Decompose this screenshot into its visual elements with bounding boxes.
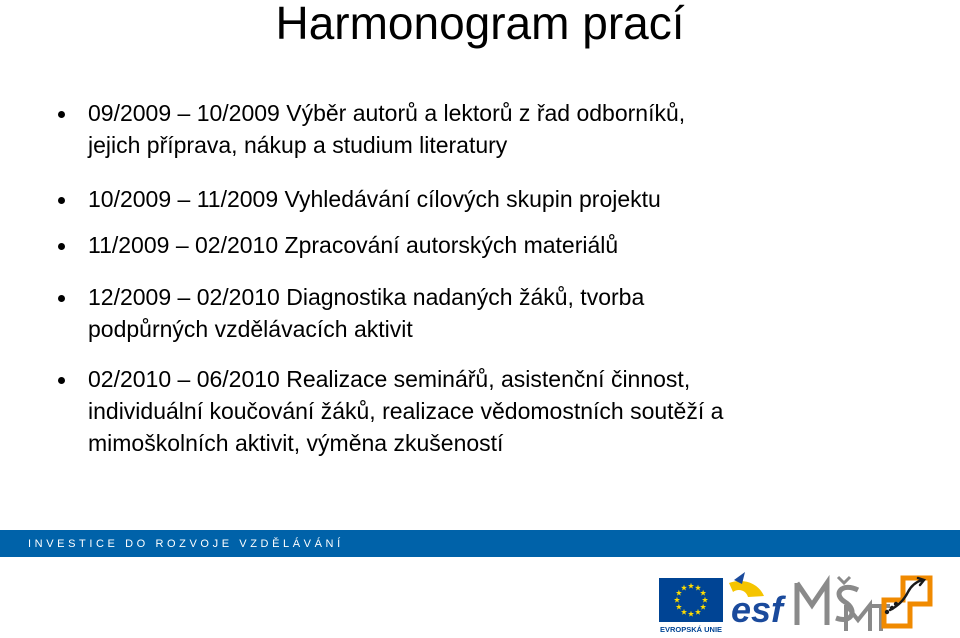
op-dot-icon [894, 602, 898, 606]
msmt-m-icon [797, 583, 827, 625]
op-frame-icon [884, 578, 930, 626]
esf-wordmark: esf [731, 589, 784, 630]
schedule-line: 12/2009 – 02/2010 Diagnostika nadaných žáků, tvorba [88, 284, 645, 310]
schedule-line: 02/2010 – 06/2010 Realizace seminářů, asistenční činnost, [88, 366, 691, 392]
schedule-line: 10/2009 – 11/2009 Vyhledávání cílových skupin projektu [88, 186, 661, 212]
schedule-line: jejich příprava, nákup a studium literatury [88, 132, 508, 158]
op-dot-icon [885, 610, 889, 614]
schedule-line: mimoškolních aktivit, výměna zkušeností [88, 430, 504, 456]
slide-title: Harmonogram prací [275, 0, 685, 49]
msmt-logo [797, 577, 890, 637]
op-dot-icon [890, 606, 894, 610]
op-logo [884, 578, 930, 626]
eu-flag-logo [659, 578, 723, 634]
schedule-line: individuální koučování žáků, realizace vědomostních soutěží a [88, 398, 724, 424]
schedule-line: 11/2009 – 02/2010 Zpracování autorských materiálů [88, 232, 619, 258]
schedule-line: podpůrných vzdělávacích aktivit [88, 316, 413, 342]
msmt-wordmark: MŠMT [858, 636, 862, 637]
msmt-hacek-icon [838, 577, 850, 583]
schedule-line: 09/2009 – 10/2009 Výběr autorů a lektorů z řad odborníků, [88, 100, 686, 126]
eu-caption: EVROPSKÁ UNIE [659, 625, 723, 634]
esf-logo [729, 572, 786, 630]
footer-band-text: INVESTICE DO ROZVOJE VZDĚLÁVÁNÍ [28, 538, 344, 550]
